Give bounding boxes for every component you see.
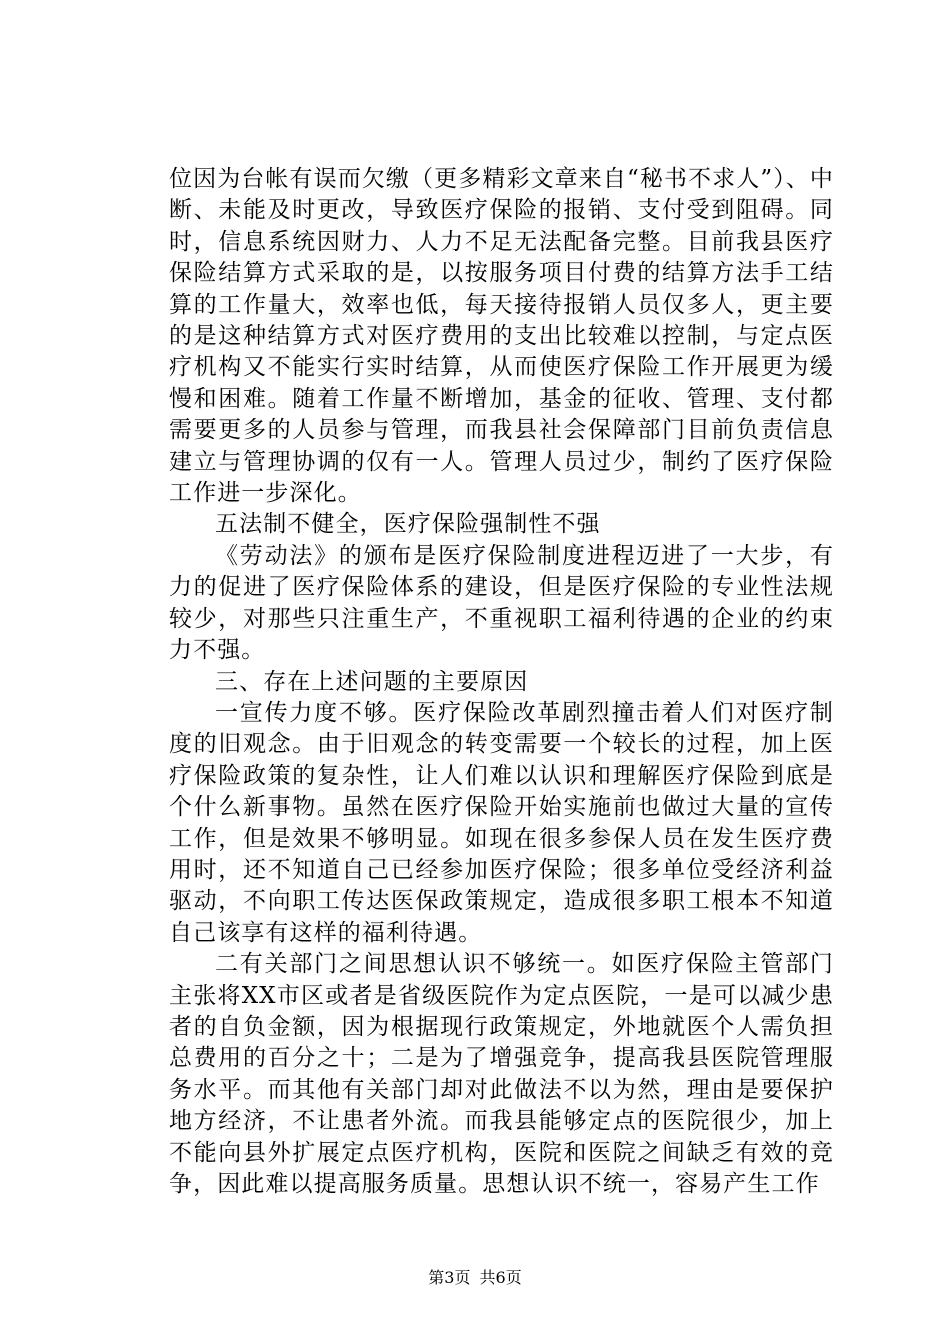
page-number: 第3页 [428, 1268, 471, 1287]
paragraph-departments: 二有关部门之间思想认识不够统一。如医疗保险主管部门主张将XX市区或者是省级医院作为定点医院，一是可以减少患者的自负金额，因为根据现行政策规定，外地就医个人需负担总费用的百分之十；二是为了增强竞争，提高我县医院管理服务水平。而其他有关部门却对此做法不以为然，理由是要保护地方经济，不让患者外流。而我县能够定点的医院很少，加上不能向县外扩展定点医疗机构，医院和医院之间缺乏有效的竞争，因此难以提高服务质量。思想认识不统一，容易产生工作 [169, 951, 834, 1197]
section-heading-five: 五法制不健全，医疗保险强制性不强 [215, 511, 601, 538]
document-body [169, 164, 834, 1200]
page-total: 共6页 [479, 1268, 522, 1287]
paragraph-1: 位因为台帐有误而欠缴（更多精彩文章来自“秘书不求人”）、中断、未能及时更改，导致医疗保险的报销、支付受到阻碍。同时，信息系统因财力、人力不足无法配备完整。目前我县医疗保险结算方式采取的是，以按服务项目付费的结算方法手工结算的工作量大，效率也低，每天接待报销人员仅多人，更主要的是这种结算方式对医疗费用的支出比较难以控制，与定点医疗机构又不能实行实时结算，从而使医疗保险工作开展更为缓慢和困难。随着工作量不断增加，基金的征收、管理、支付都需要更多的人员参与管理，而我县社会保障部门目前负责信息建立与管理协调的仅有一人。管理人员过少，制约了医疗保险工作进一步深化。 [169, 166, 834, 507]
paragraph-publicity: 一宣传力度不够。医疗保险改革剧烈撞击着人们对医疗制度的旧观念。由于旧观念的转变需要一个较长的过程，加上医疗保险政策的复杂性，让人们难以认识和理解医疗保险到底是个什么新事物。虽然在医疗保险开始实施前也做过大量的宣传工作，但是效果不够明显。如现在很多参保人员在发生医疗费用时，还不知道自己已经参加医疗保险；很多单位受经济利益驱动，不向职工传达医保政策规定，造成很多职工根本不知道自己该享有这样的福利待遇。 [169, 699, 834, 946]
section-heading-three: 三、存在上述问题的主要原因 [215, 668, 529, 695]
page-footer [0, 1268, 950, 1288]
paragraph-labor-law: 《劳动法》的颁布是医疗保险制度进程迈进了一大步，有力的促进了医疗保险体系的建设，但是医疗保险的专业性法规较少，对那些只注重生产，不重视职工福利待遇的企业的约束力不强。 [169, 542, 834, 664]
